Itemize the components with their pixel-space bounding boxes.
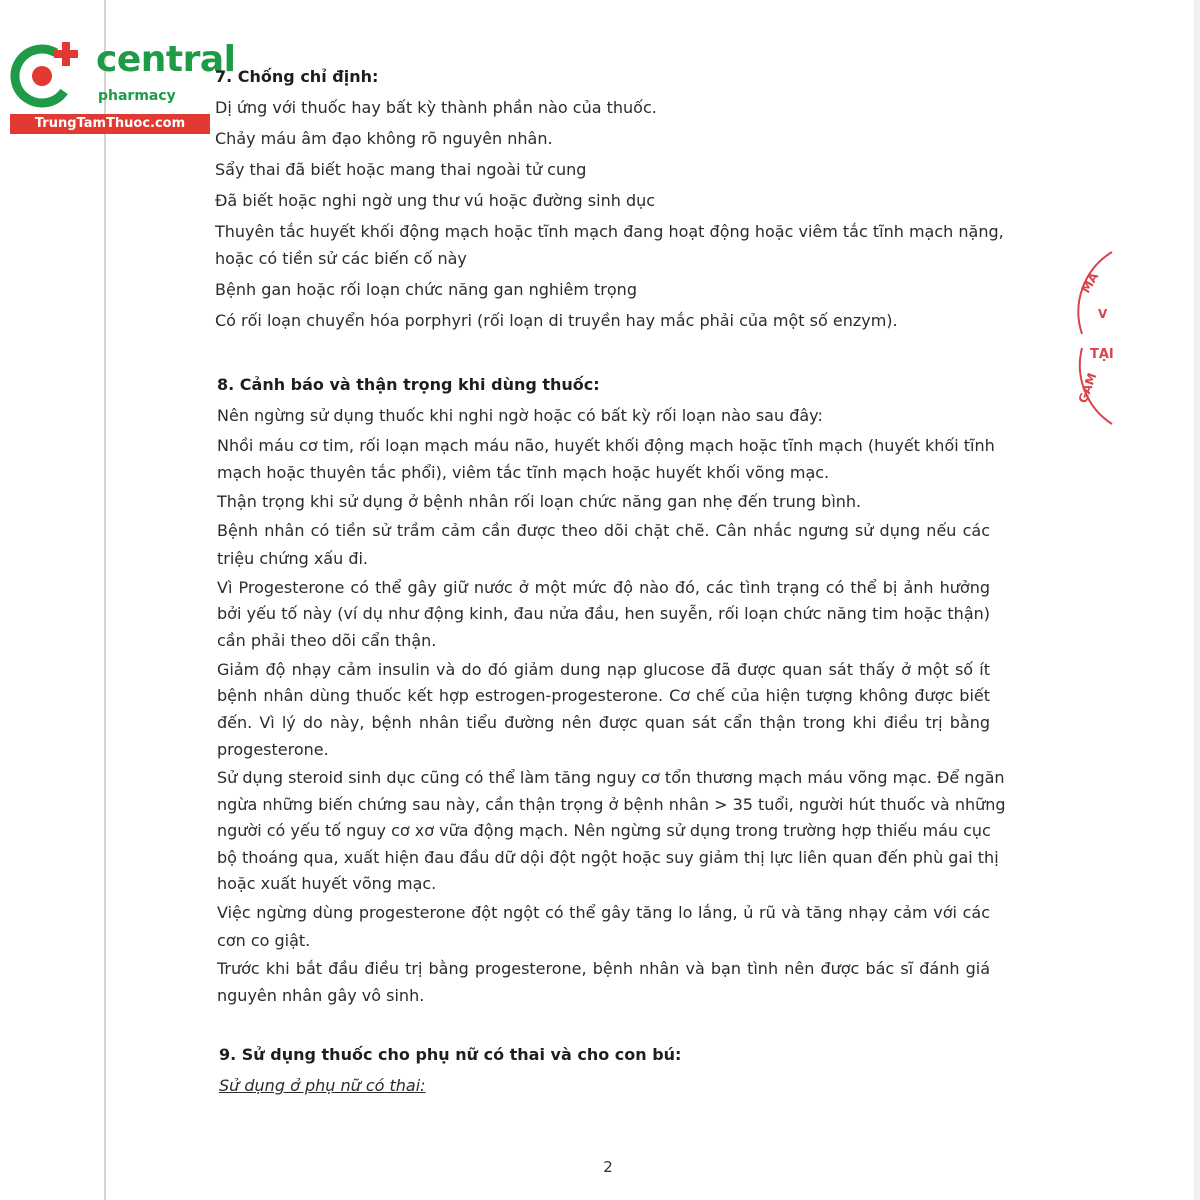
section-7-heading: 7. Chống chỉ định:	[215, 67, 379, 86]
s7-line: Có rối loạn chuyển hóa porphyri (rối loạn di truyền hay mắc phải của một số enzym).	[215, 311, 898, 330]
s8-line: ngừa những biến chứng sau này, cần thận trọng ở bệnh nhân > 35 tuổi, người hút thuốc và những	[217, 795, 1006, 814]
stamp-text-2: V	[1098, 307, 1108, 321]
s8-line: Việc ngừng dùng progesterone đột ngột có thể gây tăng lo lắng, ủ rũ và tăng nhạy cảm với các	[217, 903, 990, 922]
s8-line: người có yếu tố nguy cơ xơ vữa động mạch. Nên ngừng sử dụng trong trường hợp thiếu máu cục	[217, 821, 991, 840]
s7-line: Bệnh gan hoặc rối loạn chức năng gan nghiêm trọng	[215, 280, 637, 299]
s7-line: Chảy máu âm đạo không rõ nguyên nhân.	[215, 129, 553, 148]
s8-line: đến. Vì lý do này, bệnh nhân tiểu đường nên được quan sát cẩn thận trong khi điều trị bằng	[217, 713, 990, 732]
s7-line: Đã biết hoặc nghi ngờ ung thư vú hoặc đường sinh dục	[215, 191, 656, 210]
s8-line: cơn co giật.	[217, 931, 311, 950]
s7-line: hoặc có tiền sử các biến cố này	[215, 249, 467, 268]
stamp-text-3: TẠI	[1090, 347, 1114, 362]
logo-url-banner[interactable]: TrungTamThuoc.com	[10, 114, 210, 134]
s8-line: mạch hoặc thuyên tắc phổi), viêm tắc tĩnh mạch hoặc huyết khối võng mạc.	[217, 463, 830, 482]
s8-line: bộ thoáng qua, xuất hiện đau đầu dữ dội đột ngột hoặc suy giảm thị lực liên quan đến phù gai thị	[217, 848, 999, 867]
s8-line: Vì Progesterone có thể gây giữ nước ở một mức độ nào đó, các tình trạng có thể bị ảnh hưởng	[217, 578, 990, 597]
s8-line: Nhồi máu cơ tim, rối loạn mạch máu não, huyết khối động mạch hoặc tĩnh mạch (huyết khối tĩnh	[217, 436, 995, 455]
s8-line: Thận trọng khi sử dụng ở bệnh nhân rối loạn chức năng gan nhẹ đến trung bình.	[217, 492, 862, 511]
s8-line: progesterone.	[217, 740, 329, 759]
logo-subtitle: pharmacy	[98, 88, 176, 104]
stamp-text-1: MA	[1078, 270, 1102, 296]
s8-line: Sử dụng steroid sinh dục cũng có thể làm tăng nguy cơ tổn thương mạch máu võng mạc. Để ngăn	[217, 768, 1005, 787]
section-8-heading: 8. Cảnh báo và thận trọng khi dùng thuốc:	[217, 375, 600, 394]
s8-line: Nên ngừng sử dụng thuốc khi nghi ngờ hoặc có bất kỳ rối loạn nào sau đây:	[217, 406, 823, 425]
page-number: 2	[603, 1158, 613, 1176]
s8-line: Trước khi bắt đầu điều trị bằng progesterone, bệnh nhân và bạn tình nên được bác sĩ đánh giá	[217, 959, 990, 978]
s8-line: Bệnh nhân có tiền sử trầm cảm cần được theo dõi chặt chẽ. Cân nhắc ngưng sử dụng nếu các	[217, 521, 990, 540]
s7-line: Sẩy thai đã biết hoặc mang thai ngoài tử cung	[215, 160, 587, 179]
s8-line: hoặc xuất huyết võng mạc.	[217, 874, 437, 893]
s8-line: nguyên nhân gây vô sinh.	[217, 986, 425, 1005]
s8-line: bệnh nhân dùng thuốc kết hợp estrogen-progesterone. Cơ chế của hiện tượng không được biết	[217, 686, 990, 705]
section-9-subheading: Sử dụng ở phụ nữ có thai:	[219, 1076, 426, 1095]
logo-brand-name: central	[96, 39, 236, 80]
s8-line: cần phải theo dõi cẩn thận.	[217, 631, 437, 650]
stamp-text-4: GAM	[1075, 371, 1100, 406]
s8-line: triệu chứng xấu đi.	[217, 549, 369, 568]
s8-line: Giảm độ nhạy cảm insulin và do đó giảm dung nạp glucose đã được quan sát thấy ở một số ít	[217, 660, 990, 679]
section-9-heading: 9. Sử dụng thuốc cho phụ nữ có thai và cho con bú:	[219, 1045, 682, 1064]
s7-line: Dị ứng với thuốc hay bất kỳ thành phần nào của thuốc.	[215, 98, 657, 117]
s8-line: bởi yếu tố này (ví dụ như động kinh, đau nửa đầu, hen suyễn, rối loạn chức năng tim hoặc thận)	[217, 604, 990, 623]
s7-line: Thuyên tắc huyết khối động mạch hoặc tĩnh mạch đang hoạt động hoặc viêm tắc tĩnh mạch nặng,	[215, 222, 1004, 241]
